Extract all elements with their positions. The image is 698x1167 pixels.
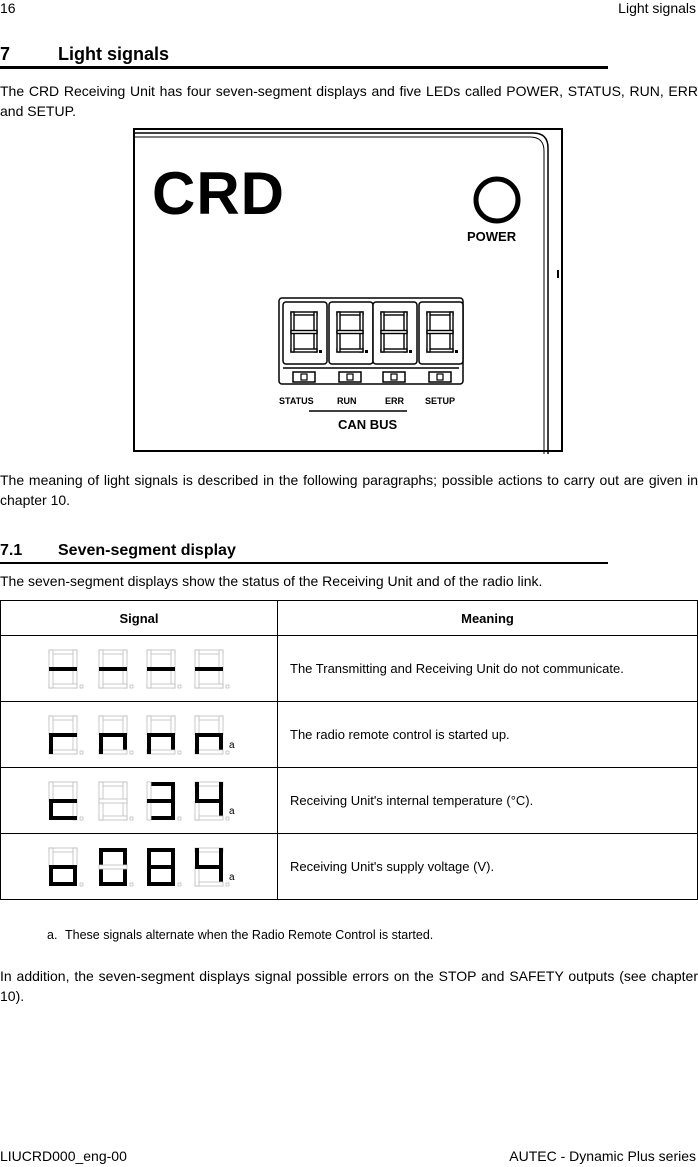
segment-f <box>147 716 151 735</box>
segment-g <box>99 865 127 869</box>
decimal-point <box>178 817 181 820</box>
segment-g <box>49 667 77 671</box>
signal-table <box>0 600 698 900</box>
decimal-point <box>130 751 133 754</box>
seven-segment-digit <box>195 848 229 886</box>
decimal-point <box>365 350 368 353</box>
decimal-point <box>130 817 133 820</box>
seven-segment-digit <box>49 650 83 688</box>
section-number: 7 <box>0 44 11 64</box>
subsection-number: 7.1 <box>0 542 23 559</box>
decimal-point <box>80 751 83 754</box>
seven-segment-row <box>1 636 277 701</box>
segment-a <box>291 312 317 315</box>
segment-e <box>49 735 53 754</box>
crd-logo: CRD <box>152 160 285 227</box>
seven-segment-digit <box>195 782 229 820</box>
decimal-point <box>455 350 458 353</box>
segment-g <box>49 799 77 803</box>
subsection-heading <box>0 542 608 564</box>
led-indicator-icon <box>383 372 405 382</box>
segment-e <box>147 801 151 820</box>
seven-segment-row <box>1 834 277 899</box>
segment-a <box>147 848 175 852</box>
decimal-point <box>226 751 229 754</box>
seven-segment-digit <box>147 782 181 820</box>
segment-b <box>360 312 363 332</box>
status-label: STATUS <box>279 396 314 406</box>
segment-d <box>291 349 317 352</box>
decimal-point <box>80 817 83 820</box>
segment-b <box>171 716 175 735</box>
segment-e <box>291 332 294 352</box>
seven-segment-digit <box>147 716 181 754</box>
segment-f <box>99 716 103 735</box>
can-bus-label: CAN BUS <box>338 417 398 432</box>
segment-e <box>49 867 53 886</box>
segment-d <box>427 349 453 352</box>
segment-b <box>123 650 127 669</box>
segment-d <box>337 349 363 352</box>
footnote-label: a. <box>47 928 58 942</box>
meaning-cell: Receiving Unit's supply voltage (V). <box>278 834 698 900</box>
segment-a <box>195 782 223 786</box>
segment-b <box>219 716 223 735</box>
intro-paragraph: The CRD Receiving Unit has four seven-segment displays and five LEDs called POWER, STATUS, RUN, ERR and SETUP. <box>0 83 698 119</box>
segment-d <box>49 816 77 820</box>
meaning-column-header: Meaning <box>278 601 698 636</box>
crd-panel-figure <box>133 128 563 452</box>
seven-segment-digit <box>49 782 83 820</box>
segment-e <box>147 867 151 886</box>
footnote-ref: a <box>229 740 235 751</box>
power-label: POWER <box>467 229 517 244</box>
decimal-point <box>226 883 229 886</box>
led-indicator-icon <box>293 372 315 382</box>
section-heading <box>0 44 608 69</box>
segment-d <box>147 750 175 754</box>
segment-g <box>195 667 223 671</box>
seven-segment-digit <box>147 848 181 886</box>
segment-f <box>99 848 103 867</box>
segment-g <box>195 799 223 803</box>
segment-b <box>123 848 127 867</box>
power-led-icon <box>476 179 518 221</box>
segment-a <box>381 312 407 315</box>
err-label: ERR <box>385 396 405 406</box>
decimal-point <box>130 883 133 886</box>
seven-segment-digit <box>99 848 133 886</box>
meaning-cell: The Transmitting and Receiving Unit do not communicate. <box>278 636 698 702</box>
segment-f <box>291 312 294 332</box>
segment-g <box>195 733 223 737</box>
segment-b <box>219 848 223 867</box>
table-row <box>1 636 698 702</box>
section-title: Light signals <box>58 44 170 64</box>
segment-e <box>99 867 103 886</box>
segment-e <box>49 801 53 820</box>
segment-f <box>49 716 53 735</box>
seven-segment-digit <box>49 848 83 886</box>
segment-a <box>195 848 223 852</box>
segment-e <box>49 669 53 688</box>
segment-a <box>427 312 453 315</box>
decimal-point <box>409 350 412 353</box>
segment-b <box>314 312 317 332</box>
table-row <box>1 702 698 768</box>
segment-g <box>337 331 363 334</box>
segment-a <box>99 848 127 852</box>
segment-g <box>147 799 175 803</box>
setup-label: SETUP <box>425 396 456 406</box>
segment-b <box>73 848 77 867</box>
segment-e <box>195 735 199 754</box>
seven-segment-row <box>1 702 277 767</box>
table-row <box>1 768 698 834</box>
segment-b <box>219 650 223 669</box>
decimal-point <box>319 350 322 353</box>
segment-g <box>381 331 407 334</box>
signal-column-header: Signal <box>1 601 278 636</box>
seven-segment-digit <box>195 650 229 688</box>
running-header: Light signals <box>618 0 696 16</box>
panel-seven-segment-digit <box>283 302 327 364</box>
segment-b <box>219 782 223 801</box>
segment-b <box>123 782 127 801</box>
decimal-point <box>226 685 229 688</box>
panel-seven-segment-digit <box>419 302 463 364</box>
segment-f <box>99 782 103 801</box>
page-number: 16 <box>0 0 16 16</box>
figure-description: The meaning of light signals is described in the following paragraphs; possible actions to carry out are given in chapter 10. <box>0 472 698 508</box>
segment-b <box>171 782 175 801</box>
signal-cell <box>1 768 278 834</box>
segment-g <box>427 331 453 334</box>
seven-segment-digit <box>99 716 133 754</box>
segment-d <box>381 349 407 352</box>
table-header-row <box>1 601 698 636</box>
segment-d <box>99 882 127 886</box>
seven-segment-digit <box>147 650 181 688</box>
segment-f <box>337 312 340 332</box>
segment-f <box>381 312 384 332</box>
segment-f <box>195 716 199 735</box>
footnote <box>47 928 433 942</box>
segment-a <box>337 312 363 315</box>
segment-e <box>147 669 151 688</box>
segment-g <box>195 865 223 869</box>
meaning-cell: The radio remote control is started up. <box>278 702 698 768</box>
segment-g <box>49 865 77 869</box>
segment-b <box>450 312 453 332</box>
segment-e <box>337 332 340 352</box>
segment-g <box>99 799 127 803</box>
subsection-intro: The seven-segment displays show the status of the Receiving Unit and of the radio link. <box>0 573 543 589</box>
segment-b <box>171 650 175 669</box>
closing-paragraph: In addition, the seven-segment displays signal possible errors on the STOP and SAFETY outputs (see chapter 10). <box>0 968 698 1004</box>
signal-cell <box>1 702 278 768</box>
segment-f <box>195 650 199 669</box>
segment-b <box>73 782 77 801</box>
segment-b <box>73 650 77 669</box>
decimal-point <box>80 883 83 886</box>
footnote-ref: a <box>229 806 235 817</box>
segment-b <box>171 848 175 867</box>
signal-cell <box>1 834 278 900</box>
led-indicator-icon <box>429 372 451 382</box>
segment-f <box>99 650 103 669</box>
decimal-point <box>178 685 181 688</box>
segment-e <box>99 801 103 820</box>
footnote-ref: a <box>229 872 235 883</box>
decimal-point <box>80 685 83 688</box>
segment-f <box>49 650 53 669</box>
subsection-title: Seven-segment display <box>58 542 236 559</box>
segment-g <box>147 667 175 671</box>
led-indicator-icon <box>339 372 361 382</box>
segment-g <box>147 865 175 869</box>
segment-f <box>147 650 151 669</box>
signal-cell <box>1 636 278 702</box>
segment-f <box>49 782 53 801</box>
segment-f <box>195 848 199 867</box>
segment-d <box>49 882 77 886</box>
segment-d <box>99 750 127 754</box>
segment-g <box>99 733 127 737</box>
document-code: LIUCRD000_eng-00 <box>0 1148 127 1164</box>
segment-f <box>427 312 430 332</box>
segment-g <box>99 667 127 671</box>
segment-b <box>73 716 77 735</box>
segment-d <box>49 750 77 754</box>
run-label: RUN <box>337 396 357 406</box>
decimal-point <box>130 685 133 688</box>
segment-e <box>99 735 103 754</box>
seven-segment-digit <box>99 650 133 688</box>
segment-e <box>427 332 430 352</box>
segment-e <box>99 669 103 688</box>
segment-d <box>195 750 223 754</box>
segment-f <box>147 848 151 867</box>
segment-f <box>49 848 53 867</box>
segment-e <box>195 801 199 820</box>
decimal-point <box>178 751 181 754</box>
seven-segment-digit <box>49 716 83 754</box>
segment-b <box>123 716 127 735</box>
seven-segment-row <box>1 768 277 833</box>
panel-seven-segment-digit <box>373 302 417 364</box>
footnote-text: These signals alternate when the Radio Remote Control is started. <box>65 928 434 942</box>
segment-f <box>147 782 151 801</box>
meaning-cell: Receiving Unit's internal temperature (°C). <box>278 768 698 834</box>
segment-e <box>195 669 199 688</box>
table-row <box>1 834 698 900</box>
segment-g <box>147 733 175 737</box>
segment-e <box>147 735 151 754</box>
segment-b <box>404 312 407 332</box>
segment-g <box>291 331 317 334</box>
segment-e <box>195 867 199 886</box>
seven-segment-digit <box>195 716 229 754</box>
series-name: AUTEC - Dynamic Plus series <box>509 1148 696 1164</box>
seven-segment-digit <box>99 782 133 820</box>
segment-e <box>381 332 384 352</box>
decimal-point <box>226 817 229 820</box>
segment-g <box>49 733 77 737</box>
segment-d <box>147 882 175 886</box>
segment-f <box>195 782 199 801</box>
decimal-point <box>178 883 181 886</box>
panel-seven-segment-digit <box>329 302 373 364</box>
